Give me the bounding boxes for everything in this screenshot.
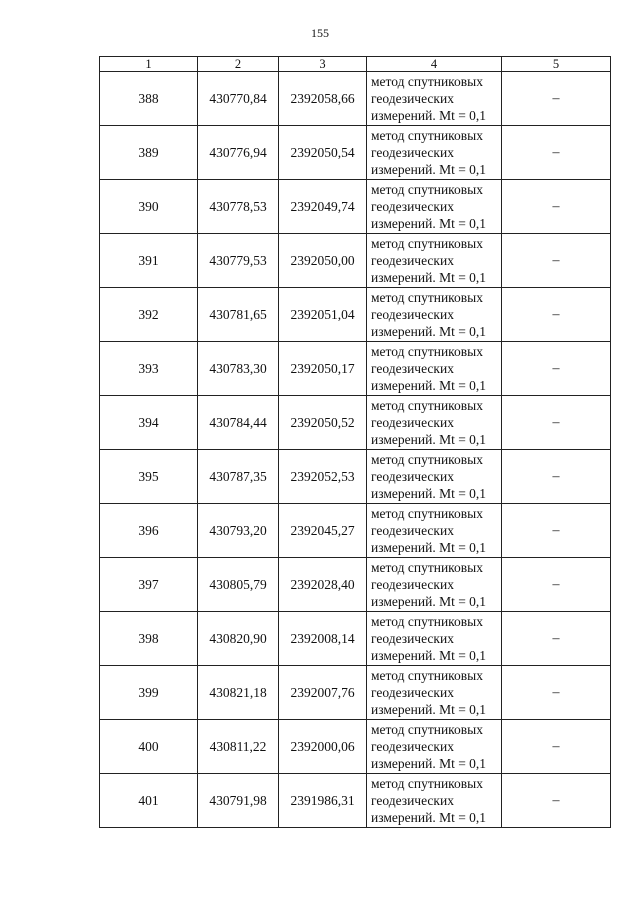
method-text-line: измерений. Mt = 0,1 xyxy=(371,540,487,555)
method-description-cell xyxy=(367,234,502,288)
method-text-line: геодезических xyxy=(371,739,454,754)
note-cell: – xyxy=(502,234,611,288)
table-body xyxy=(100,72,611,828)
x-coordinate-cell: 430779,53 xyxy=(198,234,279,288)
note-cell: – xyxy=(502,342,611,396)
y-coordinate-cell: 2392050,54 xyxy=(279,126,367,180)
note-cell: – xyxy=(502,396,611,450)
y-coordinate-cell: 2392052,53 xyxy=(279,450,367,504)
y-coordinate-cell: 2392049,74 xyxy=(279,180,367,234)
method-description-cell xyxy=(367,774,502,828)
table-row xyxy=(100,558,611,612)
point-number-cell: 394 xyxy=(100,396,198,450)
y-coordinate-cell: 2392058,66 xyxy=(279,72,367,126)
point-number-cell: 389 xyxy=(100,126,198,180)
method-text-line: измерений. Mt = 0,1 xyxy=(371,486,487,501)
method-text-line: измерений. Mt = 0,1 xyxy=(371,810,487,825)
y-coordinate-cell: 2392028,40 xyxy=(279,558,367,612)
method-text-line: геодезических xyxy=(371,361,454,376)
method-description-cell xyxy=(367,288,502,342)
method-text-line: измерений. Mt = 0,1 xyxy=(371,702,487,717)
note-cell: – xyxy=(502,126,611,180)
note-cell: – xyxy=(502,666,611,720)
y-coordinate-cell: 2392000,06 xyxy=(279,720,367,774)
point-number-cell: 398 xyxy=(100,612,198,666)
table-row xyxy=(100,396,611,450)
method-text-line: геодезических xyxy=(371,415,454,430)
method-text-line: измерений. Mt = 0,1 xyxy=(371,594,487,609)
method-text-line: метод спутниковых xyxy=(371,452,483,467)
method-text-line: измерений. Mt = 0,1 xyxy=(371,270,487,285)
y-coordinate-cell: 2392050,00 xyxy=(279,234,367,288)
method-text-line: измерений. Mt = 0,1 xyxy=(371,324,487,339)
method-text-line: геодезических xyxy=(371,469,454,484)
x-coordinate-cell: 430776,94 xyxy=(198,126,279,180)
column-header-1: 1 xyxy=(100,57,198,72)
table-row xyxy=(100,126,611,180)
note-cell: – xyxy=(502,450,611,504)
method-text-line: измерений. Mt = 0,1 xyxy=(371,216,487,231)
column-header-3: 3 xyxy=(279,57,367,72)
method-text-line: геодезических xyxy=(371,199,454,214)
method-text-line: геодезических xyxy=(371,253,454,268)
point-number-cell: 390 xyxy=(100,180,198,234)
method-text-line: метод спутниковых xyxy=(371,128,483,143)
method-description-cell xyxy=(367,612,502,666)
y-coordinate-cell: 2392007,76 xyxy=(279,666,367,720)
method-text-line: геодезических xyxy=(371,793,454,808)
method-text-line: метод спутниковых xyxy=(371,182,483,197)
y-coordinate-cell: 2392050,17 xyxy=(279,342,367,396)
method-description-cell xyxy=(367,396,502,450)
method-text-line: геодезических xyxy=(371,307,454,322)
x-coordinate-cell: 430770,84 xyxy=(198,72,279,126)
method-description-cell xyxy=(367,450,502,504)
table-row xyxy=(100,666,611,720)
method-text-line: метод спутниковых xyxy=(371,290,483,305)
table-row xyxy=(100,504,611,558)
method-text-line: геодезических xyxy=(371,685,454,700)
method-text-line: геодезических xyxy=(371,631,454,646)
y-coordinate-cell: 2392008,14 xyxy=(279,612,367,666)
note-cell: – xyxy=(502,72,611,126)
method-text-line: измерений. Mt = 0,1 xyxy=(371,378,487,393)
column-header-4: 4 xyxy=(367,57,502,72)
method-description-cell xyxy=(367,720,502,774)
table-row xyxy=(100,450,611,504)
method-text-line: метод спутниковых xyxy=(371,560,483,575)
x-coordinate-cell: 430787,35 xyxy=(198,450,279,504)
method-text-line: геодезических xyxy=(371,577,454,592)
y-coordinate-cell: 2392050,52 xyxy=(279,396,367,450)
point-number-cell: 399 xyxy=(100,666,198,720)
method-text-line: метод спутниковых xyxy=(371,398,483,413)
y-coordinate-cell: 2391986,31 xyxy=(279,774,367,828)
x-coordinate-cell: 430793,20 xyxy=(198,504,279,558)
method-text-line: метод спутниковых xyxy=(371,506,483,521)
table-row xyxy=(100,180,611,234)
method-text-line: метод спутниковых xyxy=(371,614,483,629)
x-coordinate-cell: 430781,65 xyxy=(198,288,279,342)
x-coordinate-cell: 430791,98 xyxy=(198,774,279,828)
method-description-cell xyxy=(367,72,502,126)
x-coordinate-cell: 430778,53 xyxy=(198,180,279,234)
method-text-line: измерений. Mt = 0,1 xyxy=(371,756,487,771)
table-row xyxy=(100,342,611,396)
table-row xyxy=(100,720,611,774)
method-text-line: геодезических xyxy=(371,523,454,538)
table-row xyxy=(100,72,611,126)
point-number-cell: 391 xyxy=(100,234,198,288)
table-row xyxy=(100,234,611,288)
method-text-line: метод спутниковых xyxy=(371,236,483,251)
column-header-2: 2 xyxy=(198,57,279,72)
point-number-cell: 392 xyxy=(100,288,198,342)
note-cell: – xyxy=(502,504,611,558)
point-number-cell: 400 xyxy=(100,720,198,774)
method-text-line: измерений. Mt = 0,1 xyxy=(371,648,487,663)
point-number-cell: 395 xyxy=(100,450,198,504)
point-number-cell: 393 xyxy=(100,342,198,396)
note-cell: – xyxy=(502,774,611,828)
method-text-line: метод спутниковых xyxy=(371,776,483,791)
method-text-line: метод спутниковых xyxy=(371,74,483,89)
point-number-cell: 388 xyxy=(100,72,198,126)
method-description-cell xyxy=(367,126,502,180)
method-text-line: геодезических xyxy=(371,145,454,160)
x-coordinate-cell: 430805,79 xyxy=(198,558,279,612)
table-header-row xyxy=(100,57,611,72)
method-description-cell xyxy=(367,504,502,558)
table-row xyxy=(100,612,611,666)
method-text-line: геодезических xyxy=(371,91,454,106)
x-coordinate-cell: 430811,22 xyxy=(198,720,279,774)
method-description-cell xyxy=(367,666,502,720)
note-cell: – xyxy=(502,612,611,666)
method-description-cell xyxy=(367,180,502,234)
method-text-line: измерений. Mt = 0,1 xyxy=(371,162,487,177)
method-text-line: метод спутниковых xyxy=(371,668,483,683)
method-description-cell xyxy=(367,342,502,396)
note-cell: – xyxy=(502,558,611,612)
page-number: 155 xyxy=(311,26,329,40)
y-coordinate-cell: 2392045,27 xyxy=(279,504,367,558)
x-coordinate-cell: 430783,30 xyxy=(198,342,279,396)
method-text-line: измерений. Mt = 0,1 xyxy=(371,432,487,447)
note-cell: – xyxy=(502,288,611,342)
x-coordinate-cell: 430820,90 xyxy=(198,612,279,666)
column-header-5: 5 xyxy=(502,57,611,72)
method-text-line: метод спутниковых xyxy=(371,344,483,359)
point-number-cell: 397 xyxy=(100,558,198,612)
x-coordinate-cell: 430784,44 xyxy=(198,396,279,450)
y-coordinate-cell: 2392051,04 xyxy=(279,288,367,342)
coordinates-table xyxy=(99,56,611,828)
x-coordinate-cell: 430821,18 xyxy=(198,666,279,720)
method-description-cell xyxy=(367,558,502,612)
table-row xyxy=(100,774,611,828)
note-cell: – xyxy=(502,180,611,234)
point-number-cell: 401 xyxy=(100,774,198,828)
method-text-line: метод спутниковых xyxy=(371,722,483,737)
method-text-line: измерений. Mt = 0,1 xyxy=(371,108,487,123)
note-cell: – xyxy=(502,720,611,774)
point-number-cell: 396 xyxy=(100,504,198,558)
table-row xyxy=(100,288,611,342)
